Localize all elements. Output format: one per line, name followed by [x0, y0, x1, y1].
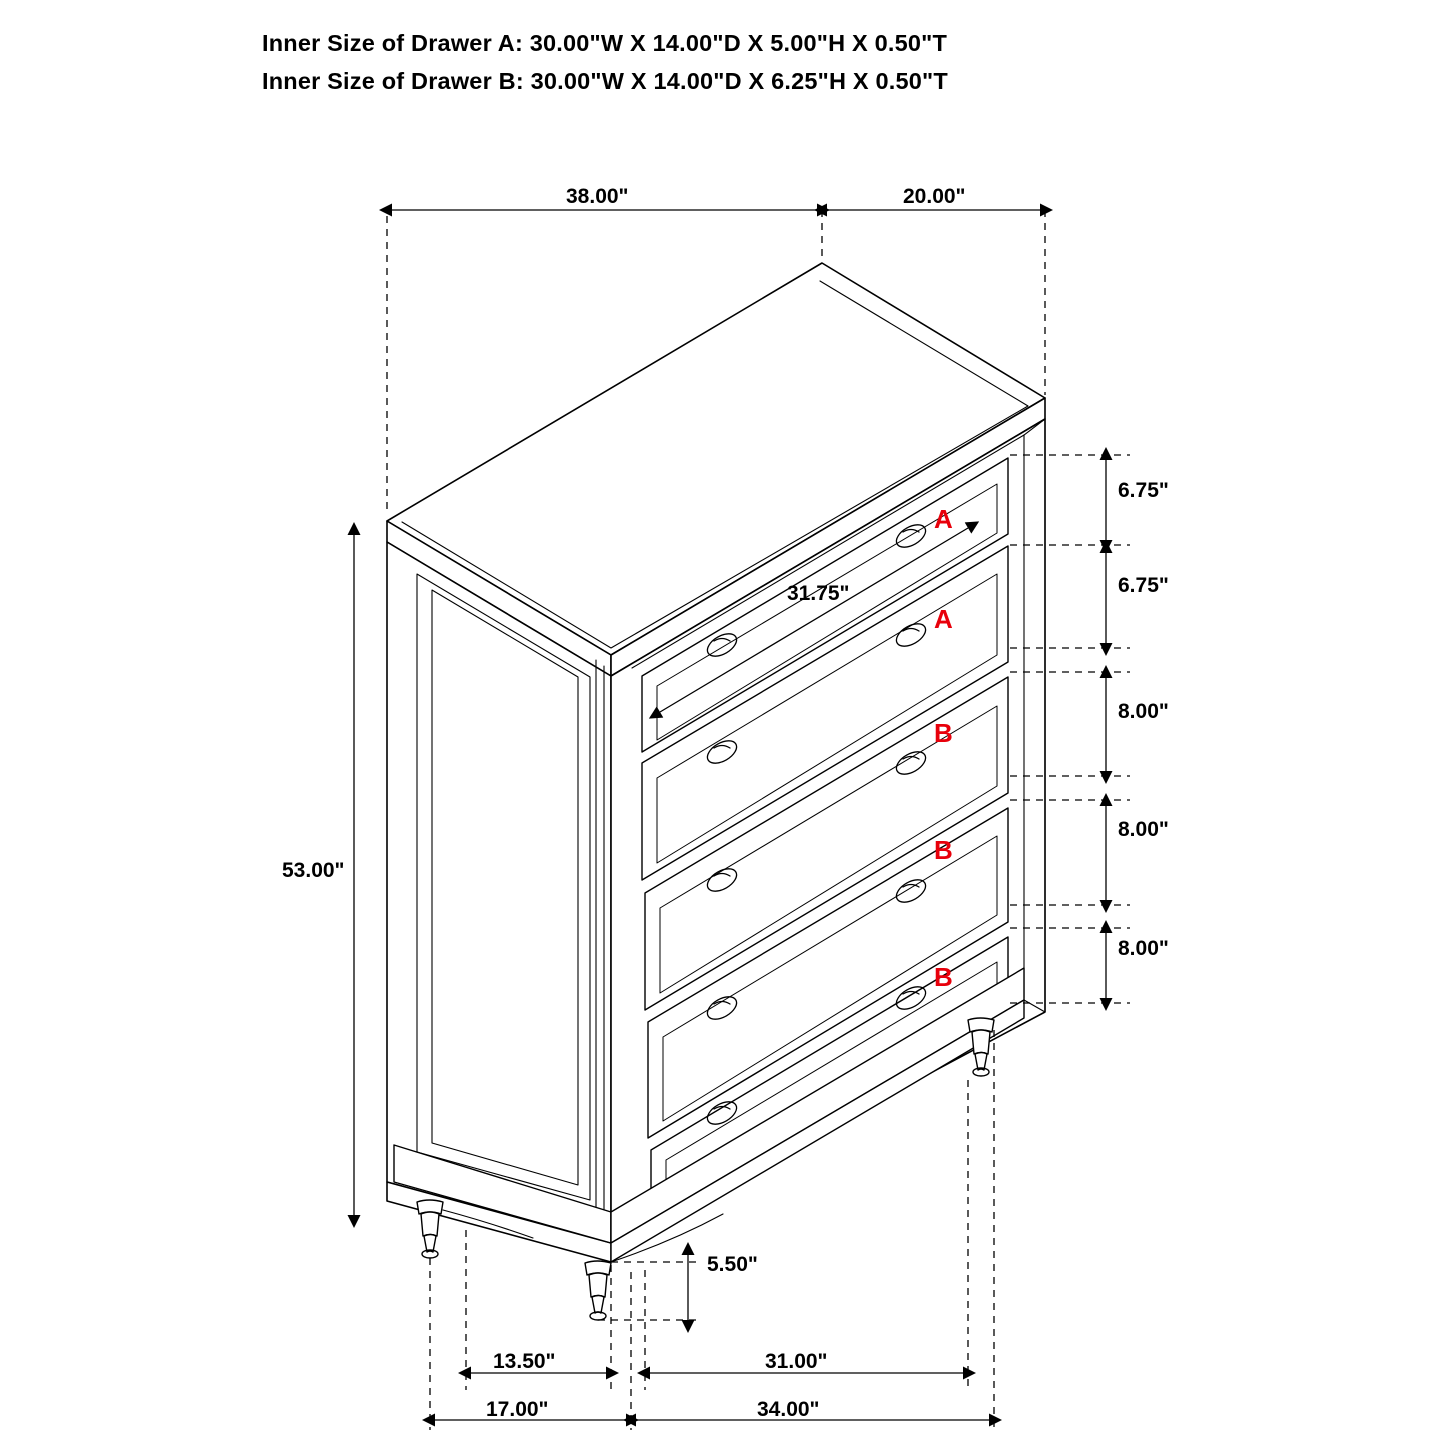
dim-drawer2-height: 6.75"	[1118, 574, 1169, 597]
dim-drawer-face-width: 31.75"	[787, 582, 850, 605]
dim-drawer1-height: 6.75"	[1118, 479, 1169, 502]
drawer-label-1: A	[934, 504, 953, 534]
dim-foot-span-depth: 17.00"	[486, 1398, 549, 1421]
dim-drawer5-height: 8.00"	[1118, 937, 1169, 960]
dim-drawer4-height: 8.00"	[1118, 818, 1169, 841]
dim-base-front-width: 31.00"	[765, 1350, 828, 1373]
dim-top-width-side: 20.00"	[903, 185, 966, 208]
dim-foot-span-width: 34.00"	[757, 1398, 820, 1421]
drawer-label-5: B	[934, 962, 953, 992]
drawer-label-4: B	[934, 835, 953, 865]
dim-top-width-front: 38.00"	[566, 185, 629, 208]
drawer-label-3: B	[934, 718, 953, 748]
dim-drawer3-height: 8.00"	[1118, 700, 1169, 723]
dim-leg-height: 5.50"	[707, 1253, 758, 1276]
drawer-label-2: A	[934, 604, 953, 634]
dim-base-side-depth: 13.50"	[493, 1350, 556, 1373]
note-drawer-a: Inner Size of Drawer A: 30.00"W X 14.00"D X 5.00"H X 0.50"T	[262, 30, 948, 56]
dim-overall-height: 53.00"	[282, 859, 345, 882]
note-drawer-b: Inner Size of Drawer B: 30.00"W X 14.00"D X 6.25"H X 0.50"T	[262, 68, 948, 94]
